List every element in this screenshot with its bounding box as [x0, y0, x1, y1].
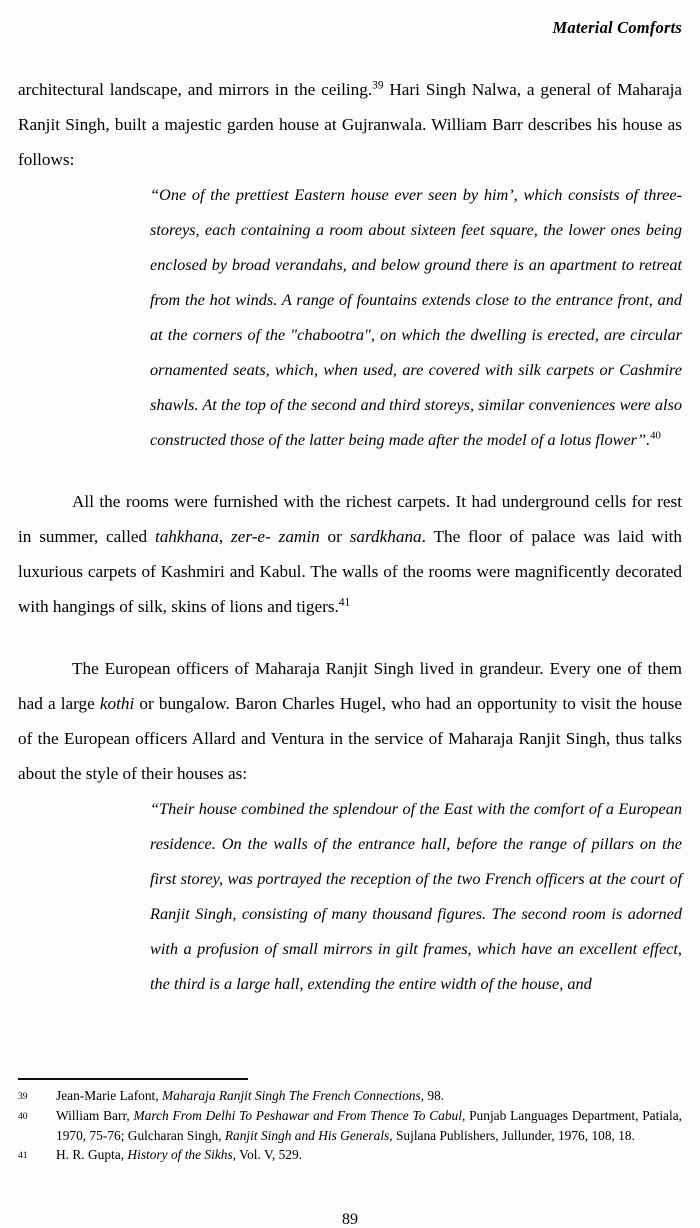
footnote-text: [56, 1106, 682, 1145]
footnote-ref-40[interactable]: 40: [650, 429, 661, 442]
block-quote-2: [150, 791, 682, 1001]
footnote-text-prefix: Jean-Marie Lafont,: [56, 1088, 162, 1103]
footnote-text: [56, 1086, 682, 1105]
footnote-ref-39[interactable]: 39: [372, 79, 384, 92]
paragraph-2-italic-term-2: sardkhana: [349, 527, 422, 546]
footnote-title-italic: History of the Sikhs: [127, 1147, 233, 1163]
paragraph-2-text-b: or: [319, 527, 350, 546]
footnote-title-italic: Maharaja Ranjit Singh The French Connections: [161, 1088, 421, 1103]
footnote-item: [18, 1106, 682, 1145]
footnote-item: [18, 1086, 682, 1106]
block-quote-1: [150, 177, 682, 457]
paragraph-2: [18, 484, 682, 624]
footnote-item: [18, 1145, 682, 1165]
paragraph-2-text-c: . The floor of palace was laid with luxurious carpets of Kashmiri and Kabul. The walls of the rooms were magnificently decorated with hangings of silk, skins of lions and tigers.: [18, 527, 682, 616]
footnote-text-suffix: , 98.: [420, 1088, 445, 1103]
footnote-list: [18, 1086, 682, 1166]
paragraph-1-text: architectural landscape, and mirrors in the ceiling.: [18, 80, 373, 99]
paragraph-3-text-a: The European officers of Maharaja Ranjit Singh lived in grandeur. Every one of them had a large: [18, 659, 682, 713]
footnote-number: 41: [18, 1150, 28, 1162]
paragraph-3-text-b: or bungalow. Baron Charles Hugel, who had an opportunity to visit the house of the European officers Allard and Ventura in the service of Maharaja Ranjit Singh, thus talks about the style of their houses as:: [18, 694, 682, 783]
block-quote-2-text: “Their house combined the splendour of the East with the comfort of a European residence. On the walls of the entrance hall, before the range of pillars on the first storey, was portrayed the reception of the two French officers at the court of Ranjit Singh, consisting of many thousand figures. The second room is adorned with a profusion of small mirrors in gilt frames, which have an excellent effect, the third is a large hall, extending the entire width of the house, and: [150, 799, 682, 993]
footnote-text-prefix: William Barr,: [56, 1108, 134, 1124]
running-header: Material Comforts: [552, 18, 682, 37]
footnote-text-suffix: , Vol. V, 529.: [232, 1147, 303, 1163]
paragraph-3: [18, 651, 682, 791]
paragraph-1-continued: Hari Singh Nalwa, a general of Maharaja Ranjit Singh, built a majestic garden house at Gujranwala. William Barr describes his house as follows:: [18, 80, 682, 169]
page-number: 89: [342, 1211, 358, 1228]
footnote-separator-rule: [18, 1078, 248, 1080]
footnote-number: 40: [18, 1111, 28, 1123]
footnote-title-italic-2: Ranjit Singh and His Generals: [224, 1127, 390, 1143]
paragraph-2-italic-terms: tahkhana, zer-e- zamin: [154, 527, 320, 546]
footnote-text-suffix-2: , Sujlana Publishers, Jullunder, 1976, 108, 18.: [389, 1127, 635, 1143]
body-column: [18, 72, 682, 1001]
paragraph-3-italic-term: kothi: [99, 694, 135, 713]
footnote-number: 39: [18, 1091, 28, 1102]
paragraph-2-text-a: All the rooms were furnished with the richest carpets. It had underground cells for rest in summer, called: [18, 492, 682, 546]
footnote-text-prefix: H. R. Gupta,: [56, 1147, 128, 1163]
block-quote-1-text: “One of the prettiest Eastern house ever seen by him’, which consists of three-storeys, each containing a room about sixteen feet square, the lower ones being enclosed by broad verandahs, and below ground there is an apartment to retreat from the hot winds. A range of fountains extends close to the entrance front, and at the corners of the "chabootra", on which the dwelling is erected, are circular ornamented seats, which, when used, are covered with silk carpets or Cashmire shawls. At the top of the second and third storeys, similar conveniences were also constructed those of the latter being made after the model of a lotus flower”.: [150, 185, 682, 449]
footnote-title-italic: March From Delhi To Peshawar and From Thence To Cabul: [133, 1108, 462, 1124]
paragraph-1: [18, 72, 682, 177]
footnote-text-suffix: , Punjab Languages Department, Patiala, 1970, 75-76; Gulcharan Singh,: [56, 1108, 683, 1143]
footnote-text: [56, 1145, 682, 1164]
footnote-ref-41[interactable]: 41: [338, 596, 351, 609]
